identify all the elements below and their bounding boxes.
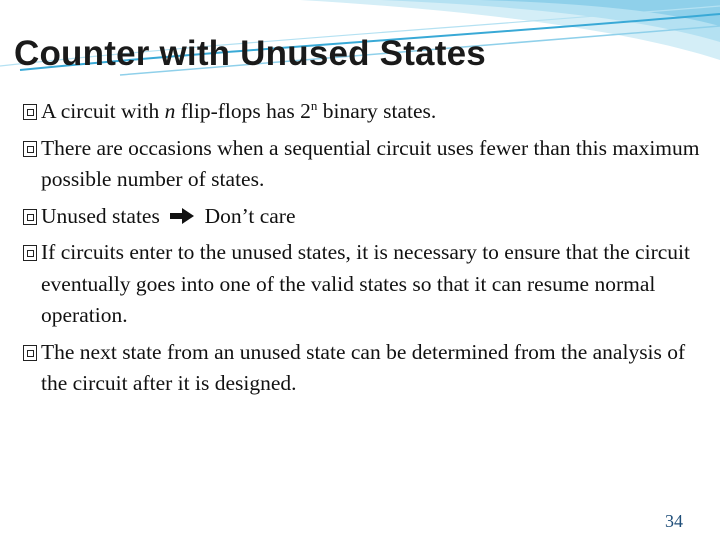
bullet-item (22, 201, 702, 233)
exponent-n: n (310, 97, 318, 113)
bullet-item (22, 237, 702, 332)
box-glyph-icon (23, 104, 37, 120)
bullet-text: Unused states (41, 203, 160, 228)
bullet-text: The next state from an unused state can be determined from the analysis of the circuit after it is designed. (41, 339, 686, 395)
box-glyph-icon (23, 345, 37, 361)
bullet-text: If circuits enter to the unused states, it is necessary to ensure that the circuit eventually goes into one of the valid states so that it can resume normal operation. (41, 240, 690, 327)
bullet-text: There are occasions when a sequential circuit uses fewer than this maximum possible number of states. (41, 135, 700, 191)
bullet-item (22, 133, 702, 196)
bullet-item (22, 337, 702, 400)
bullet-text: binary states. (317, 99, 437, 123)
box-glyph-icon (23, 245, 37, 261)
bullet-list (22, 96, 702, 405)
bullet-text: flip‐flops has 2 (175, 99, 311, 123)
box-glyph-icon (23, 141, 37, 157)
right-arrow-icon (169, 207, 195, 225)
bullet-text: Don’t care (204, 203, 296, 228)
page-number: 34 (665, 511, 683, 531)
bullet-text: A circuit with (41, 99, 165, 123)
variable-n: n (164, 99, 176, 123)
box-glyph-icon (23, 209, 37, 225)
slide-title: Counter with Unused States (14, 34, 486, 73)
bullet-item (22, 96, 702, 128)
